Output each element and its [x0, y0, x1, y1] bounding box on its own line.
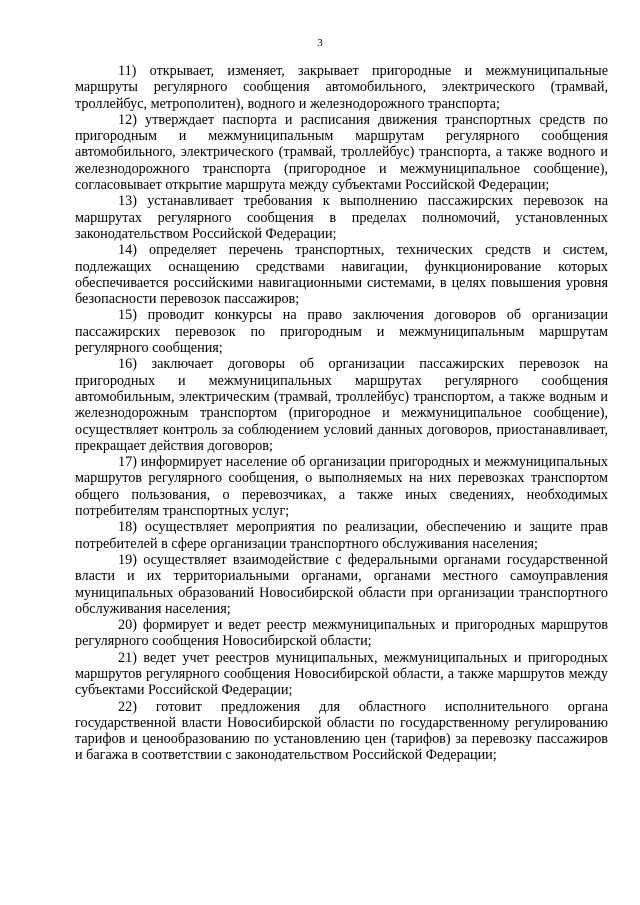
list-item-12: 12) утверждает паспорта и расписания движения транспортных средств по пригородным и межмуниципальным маршрутам регулярного сообщения автомобильного, электрического (трамвай, троллейбус) транспорта, а также водного и железнодорожного транспорта (пригородное и межмуниципальное сообщение), согласовывает открытие маршрута между субъектами Российской Федерации; — [75, 111, 608, 194]
list-item-16: 16) заключает договоры об организации пассажирских перевозок на пригородных и межмуниципальных маршрутах регулярного сообщения автомобильным, электрическим (трамвай, троллейбус) транспортом, а также водным и железнодорожным транспортом (пригородное и межмуниципальное сообщение), осуществляет контроль за соблюдением условий данных договоров, приостанавливает, прекращает действия договоров; — [75, 356, 608, 454]
list-item-21: 21) ведет учет реестров муниципальных, межмуниципальных и пригородных маршрутов регулярного сообщения Новосибирской области, а также маршрутов между субъектами Российской Федерации; — [75, 649, 608, 699]
document-body — [75, 63, 608, 764]
list-item-19: 19) осуществляет взаимодействие с федеральными органами государственной власти и их территориальными органами, органами местного самоуправления муниципальных образований Новосибирской области при организации транспортного обслуживания населения; — [75, 551, 608, 617]
list-item-15: 15) проводит конкурсы на право заключения договоров об организации пассажирских перевозок по пригородным и межмуниципальным маршрутам регулярного сообщения; — [75, 307, 608, 357]
list-item-13: 13) устанавливает требования к выполнению пассажирских перевозок на маршрутах регулярного сообщения в пределах полномочий, установленных законодательством Российской Федерации; — [75, 193, 608, 242]
list-item-14: 14) определяет перечень транспортных, технических средств и систем, подлежащих оснащению средствами навигации, функционирование которых обеспечивается российскими навигационными системами, в целях повышения уровня безопасности перевозок пассажиров; — [75, 242, 608, 308]
list-item-11: 11) открывает, изменяет, закрывает пригородные и межмуниципальные маршруты регулярного сообщения автомобильного, электрического (трамвай, троллейбус, метрополитен), водного и железнодорожного транспорта; — [75, 63, 608, 112]
page-number: 3 — [317, 37, 323, 49]
list-item-18: 18) осуществляет мероприятия по реализации, обеспечению и защите прав потребителей в сфере организации транспортного обслуживания населения; — [75, 519, 608, 552]
list-item-20: 20) формирует и ведет реестр межмуниципальных и пригородных маршрутов регулярного сообщения Новосибирской области; — [75, 617, 608, 650]
list-item-22: 22) готовит предложения для областного исполнительного органа государственной власти Новосибирской области по государственному регулированию тарифов и ценообразованию по установлению цен (тарифов) за перевозку пассажиров и багажа в соответствии с законодательством Российской Федерации; — [75, 698, 608, 764]
list-item-17: 17) информирует население об организации пригородных и межмуниципальных маршрутов регулярного сообщения, о выполняемых на них перевозках транспортом общего пользования, о перевозчиках, а также иных сведениях, необходимых потребителям транспортных услуг; — [75, 454, 608, 520]
